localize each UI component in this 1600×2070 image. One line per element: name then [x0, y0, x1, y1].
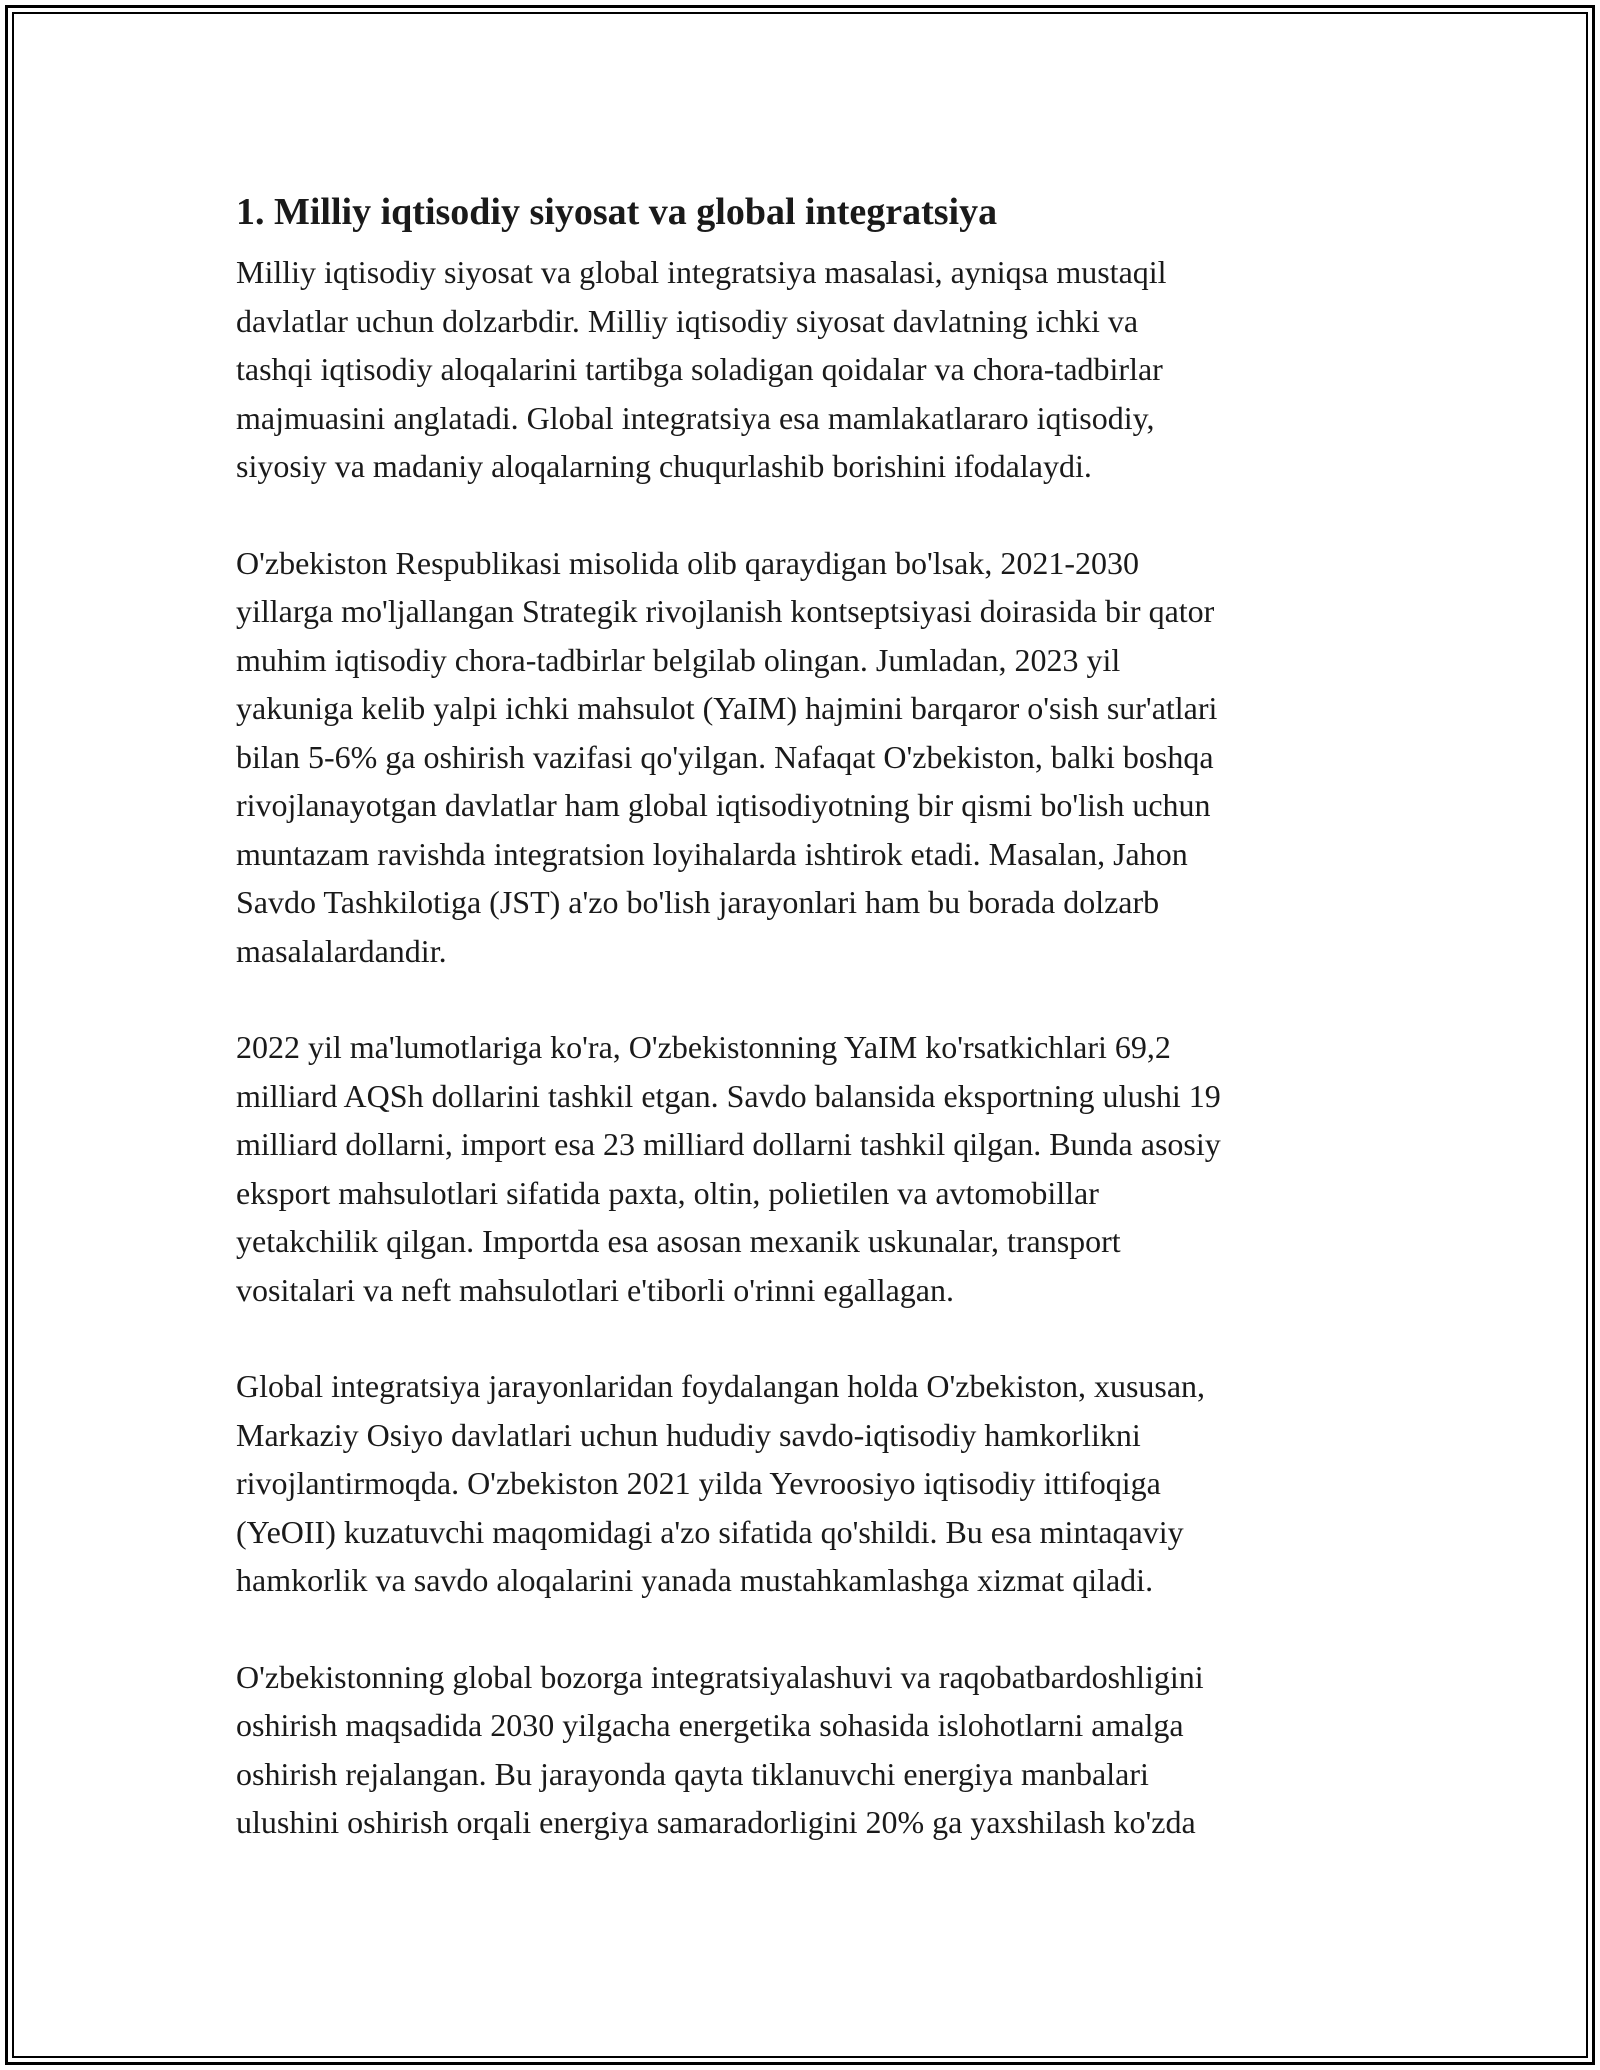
paragraph-1: [236, 248, 1376, 491]
text-line: O'zbekistonning global bozorga integratsiyalashuvi va raqobatbardoshligini: [236, 1658, 1204, 1695]
text-line: Global integratsiya jarayonlaridan foydalangan holda O'zbekiston, xususan,: [236, 1368, 1206, 1404]
text-line: ulushini oshirish orqali energiya samaradorligini 20% ga yaxshilash ko'zda: [236, 1804, 1196, 1840]
text-line: masalalardandir.: [236, 932, 447, 969]
paragraph-5: [236, 1653, 1376, 1847]
paragraph-2: [236, 539, 1376, 976]
text-line: milliard AQSh dollarini tashkil etgan. Savdo balansida eksportning ulushi 19: [236, 1077, 1221, 1114]
text-line: bilan 5-6% ga oshirish vazifasi qo'yilgan. Nafaqat O'zbekiston, balki boshqa: [236, 738, 1214, 775]
text-line: yillarga mo'ljallangan Strategik rivojlanish kontseptsiyasi doirasida bir qator: [236, 593, 1215, 629]
text-line: O'zbekiston Respublikasi misolida olib qaraydigan bo'lsak, 2021-2030: [236, 544, 1139, 581]
text-line: 2022 yil ma'lumotlariga ko'ra, O'zbekistonning YaIM ko'rsatkichlari 69,2: [236, 1029, 1171, 1065]
text-line: yetakchilik qilgan. Importda esa asosan mexanik uskunalar, transport: [236, 1223, 1121, 1259]
text-line: Markaziy Osiyo davlatlari uchun hududiy savdo-iqtisodiy hamkorlikni: [236, 1416, 1141, 1453]
text-line: (YeOII) kuzatuvchi maqomidagi a'zo sifatida qo'shildi. Bu esa mintaqaviy: [236, 1513, 1184, 1550]
text-line: muntazam ravishda integratsion loyihalarda ishtirok etadi. Masalan, Jahon: [236, 835, 1188, 872]
section-heading: 1. Milliy iqtisodiy siyosat va global integratsiya: [236, 191, 998, 233]
text-line: oshirish rejalangan. Bu jarayonda qayta tiklanuvchi energiya manbalari: [236, 1755, 1149, 1792]
text-line: oshirish maqsadida 2030 yilgacha energetika sohasida islohotlarni amalga: [236, 1707, 1184, 1743]
text-line: tashqi iqtisodiy aloqalarini tartibga soladigan qoidalar va chora-tadbirlar: [236, 351, 1163, 387]
text-line: Savdo Tashkilotiga (JST) a'zo bo'lish jarayonlari ham bu borada dolzarb: [236, 884, 1160, 920]
text-line: yakuniga kelib yalpi ichki mahsulot (YaIM) hajmini barqaror o'sish sur'atlari: [236, 690, 1218, 726]
text-line: rivojlanayotgan davlatlar ham global iqtisodiyotning bir qismi bo'lish uchun: [236, 787, 1211, 823]
text-line: hamkorlik va savdo aloqalarini yanada mustahkamlashga xizmat qiladi.: [236, 1562, 1154, 1598]
text-line: vositalari va neft mahsulotlari e'tiborli o'rinni egallagan.: [236, 1271, 954, 1308]
text-line: eksport mahsulotlari sifatida paxta, oltin, polietilen va avtomobillar: [236, 1174, 1099, 1211]
text-line: davlatlar uchun dolzarbdir. Milliy iqtisodiy siyosat davlatning ichki va: [236, 302, 1139, 339]
text-line: rivojlantirmoqda. O'zbekiston 2021 yilda Yevroosiyo iqtisodiy ittifoqiga: [236, 1465, 1161, 1501]
text-line: milliard dollarni, import esa 23 milliard dollarni tashkil qilgan. Bunda asosiy: [236, 1126, 1221, 1162]
text-line: majmuasini anglatadi. Global integratsiya esa mamlakatlararo iqtisodiy,: [236, 399, 1155, 436]
paragraph-3: [236, 1023, 1376, 1314]
document-body: [236, 186, 1376, 1895]
text-line: Milliy iqtisodiy siyosat va global integratsiya masalasi, ayniqsa mustaqil: [236, 254, 1167, 290]
paragraph-4: [236, 1362, 1376, 1605]
text-line: muhim iqtisodiy chora-tadbirlar belgilab olingan. Jumladan, 2023 yil: [236, 641, 1121, 678]
text-line: siyosiy va madaniy aloqalarning chuqurlashib borishini ifodalaydi.: [236, 448, 1092, 484]
